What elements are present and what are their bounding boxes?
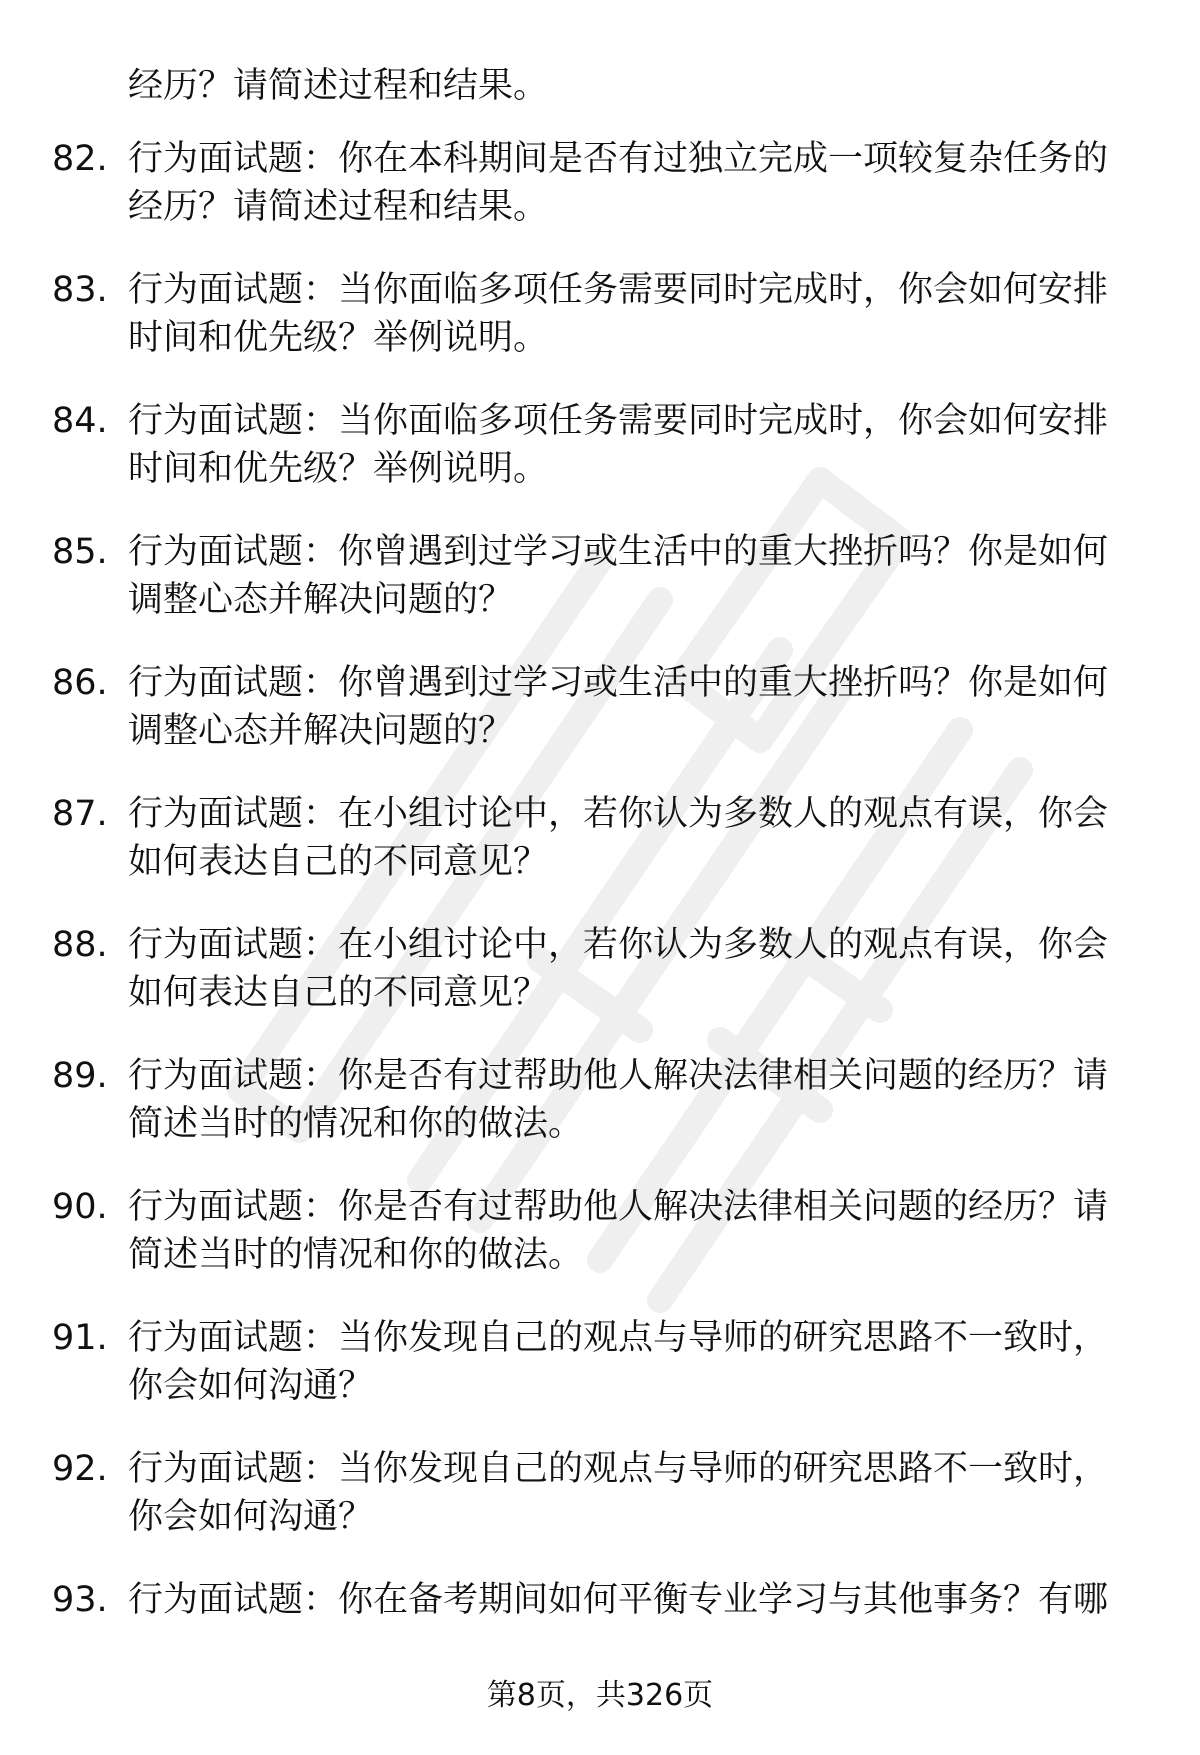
continuation-line: 经历？请简述过程和结果。: [128, 66, 549, 106]
question-text: [128, 1183, 1138, 1279]
question-text: [128, 1445, 1138, 1541]
question-text: [128, 528, 1138, 624]
question-line: 行为面试题：在小组讨论中，若你认为多数人的观点有误，你会: [128, 794, 1109, 834]
question-number: 84.: [52, 401, 108, 441]
question-list: [0, 135, 1200, 1707]
question-line: 行为面试题：你在本科期间是否有过独立完成一项较复杂任务的: [128, 139, 1109, 179]
question-line: 简述当时的情况和你的做法。: [128, 1104, 584, 1144]
list-item: [0, 921, 1200, 1052]
question-text: [128, 1052, 1138, 1148]
question-number: 87.: [52, 794, 108, 834]
question-line: 如何表达自己的不同意见？: [128, 842, 549, 882]
question-number: 88.: [52, 925, 108, 965]
list-item: [0, 1052, 1200, 1183]
question-number: 90.: [52, 1187, 108, 1227]
continuation-text: [128, 62, 548, 110]
list-item: [0, 266, 1200, 397]
page-footer: [0, 1676, 1200, 1716]
list-item: [0, 1445, 1200, 1576]
question-line: 调整心态并解决问题的？: [128, 580, 514, 620]
question-line: 时间和优先级？举例说明。: [128, 449, 549, 489]
question-line: 行为面试题：当你面临多项任务需要同时完成时，你会如何安排: [128, 270, 1109, 310]
page-number-label: 第8页，共326页: [486, 1678, 714, 1713]
list-item: [0, 790, 1200, 921]
question-line: 你会如何沟通？: [128, 1497, 374, 1537]
list-item: [0, 397, 1200, 528]
question-number: 82.: [52, 139, 108, 179]
question-line: 行为面试题：你是否有过帮助他人解决法律相关问题的经历？请: [128, 1056, 1109, 1096]
list-item: [0, 528, 1200, 659]
question-line: 行为面试题：当你发现自己的观点与导师的研究思路不一致时，: [128, 1449, 1109, 1489]
question-number: 86.: [52, 663, 108, 703]
question-line: 行为面试题：你在备考期间如何平衡专业学习与其他事务？有哪: [128, 1580, 1109, 1620]
question-text: [128, 790, 1138, 886]
question-line: 行为面试题：你曾遇到过学习或生活中的重大挫折吗？你是如何: [128, 532, 1109, 572]
question-text: [128, 135, 1138, 231]
question-text: [128, 921, 1138, 1017]
question-line: 行为面试题：当你发现自己的观点与导师的研究思路不一致时，: [128, 1318, 1109, 1358]
question-line: 行为面试题：在小组讨论中，若你认为多数人的观点有误，你会: [128, 925, 1109, 965]
question-text: [128, 397, 1138, 493]
list-item: [0, 1183, 1200, 1314]
question-line: 行为面试题：当你面临多项任务需要同时完成时，你会如何安排: [128, 401, 1109, 441]
question-line: 经历？请简述过程和结果。: [128, 187, 549, 227]
question-number: 85.: [52, 532, 108, 572]
question-number: 91.: [52, 1318, 108, 1358]
question-text: [128, 1314, 1138, 1410]
question-text: [128, 266, 1138, 362]
question-text: [128, 1576, 1138, 1624]
question-number: 83.: [52, 270, 108, 310]
question-text: [128, 659, 1138, 755]
question-number: 92.: [52, 1449, 108, 1489]
list-item: [0, 1314, 1200, 1445]
question-line: 简述当时的情况和你的做法。: [128, 1235, 584, 1275]
question-line: 如何表达自己的不同意见？: [128, 973, 549, 1013]
question-line: 时间和优先级？举例说明。: [128, 318, 549, 358]
question-line: 你会如何沟通？: [128, 1366, 374, 1406]
question-line: 行为面试题：你曾遇到过学习或生活中的重大挫折吗？你是如何: [128, 663, 1109, 703]
list-item: [0, 135, 1200, 266]
list-item: [0, 659, 1200, 790]
question-number: 93.: [52, 1580, 108, 1620]
question-number: 89.: [52, 1056, 108, 1096]
question-line: 行为面试题：你是否有过帮助他人解决法律相关问题的经历？请: [128, 1187, 1109, 1227]
question-line: 调整心态并解决问题的？: [128, 711, 514, 751]
